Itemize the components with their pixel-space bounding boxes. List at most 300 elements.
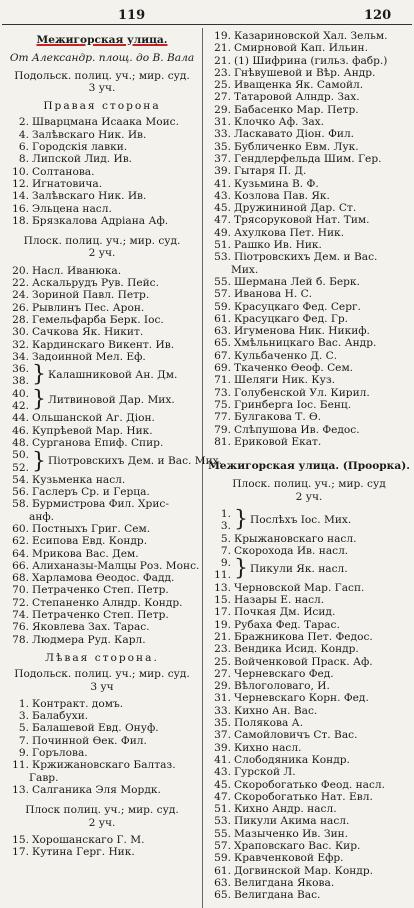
- entry-row: [206, 779, 412, 791]
- entry-list: [4, 523, 200, 646]
- entry-row: [206, 251, 412, 263]
- house-number: 72.: [12, 596, 29, 609]
- house-number: 34.: [12, 350, 29, 363]
- entry-row: [4, 141, 200, 153]
- brace-mark: }: [32, 362, 46, 388]
- house-number: 13.: [12, 783, 29, 796]
- house-number: 51.: [214, 803, 231, 816]
- entry-list: [206, 533, 412, 558]
- owner-name: Гнѣвушевой и Вѣр. Андр.: [234, 66, 376, 79]
- street-title: Межигорская улица. (Проорка).: [208, 460, 410, 473]
- owner-name: Татаровой Алндр. Зах.: [234, 91, 360, 104]
- house-number: 3.: [220, 520, 231, 533]
- entry-row: [4, 759, 200, 771]
- police-district: Подольск. полиц. уч.; мир. суд.: [14, 668, 190, 681]
- house-numbers: [206, 508, 232, 533]
- entry-row: [4, 289, 200, 301]
- owner-name: Бражникова Пет. Федос.: [234, 630, 373, 643]
- page-number-right: 120: [364, 8, 392, 23]
- entry-row: [4, 265, 200, 277]
- entry-row: [206, 729, 412, 741]
- house-number: 23.: [214, 66, 231, 79]
- house-number: 19.: [214, 30, 231, 42]
- owner-name: Залѣвскаго Ник. Ив.: [32, 128, 147, 141]
- owner-name: Гемельфарба Берк. Іос.: [32, 313, 164, 326]
- owner-name: Ивановa Н. С.: [234, 288, 313, 301]
- entry-row: [206, 67, 412, 79]
- entry-row: [4, 722, 200, 734]
- entry-row: [206, 656, 412, 668]
- entry-list: [4, 412, 200, 449]
- house-number: 4.: [18, 128, 29, 141]
- house-number: 43.: [214, 189, 231, 202]
- house-number: 78.: [12, 633, 29, 646]
- entry-row: [4, 486, 200, 498]
- entry-continuation: Мих.: [231, 263, 259, 276]
- entry-list: [4, 698, 200, 772]
- entry-row: [4, 560, 200, 572]
- house-number: 9.: [220, 557, 231, 570]
- entry-row: [4, 498, 200, 510]
- entry-row: [206, 325, 412, 337]
- house-number: 5.: [18, 722, 29, 735]
- house-number: 24.: [12, 289, 29, 302]
- entry-row: [206, 631, 412, 643]
- entry-row: [206, 803, 412, 815]
- owner-name: Хорошанскаго Г. М.: [32, 833, 145, 846]
- owner-name: Велигдана Вас.: [234, 889, 321, 902]
- owner-name: Піотровскихъ Дем. и Вас.: [234, 251, 378, 264]
- police-district-cont: 3 уч: [90, 680, 114, 693]
- house-number: 21.: [214, 42, 231, 55]
- house-number: 12.: [12, 177, 29, 190]
- entry-row: [206, 668, 412, 680]
- owner-name: Харламова Ѳеодос. Фадд.: [32, 572, 175, 585]
- owner-name: Слободяника Кондр.: [234, 753, 350, 766]
- owner-name: Людмера Руд. Карл.: [32, 633, 146, 646]
- house-number: 54.: [12, 473, 29, 486]
- house-number: 25.: [214, 79, 231, 92]
- owner-name: Эльцена насл.: [32, 202, 112, 215]
- owner-name: Вѣлоголоваго, И.: [234, 680, 330, 693]
- owner-name: Красуцкаго Фед. Серг.: [234, 300, 361, 313]
- entry-row: [4, 548, 200, 560]
- owner-name: Петраченко Степ. Петр.: [32, 584, 169, 597]
- police-district-cont: 2 уч.: [88, 247, 116, 260]
- entry-row: [4, 698, 200, 710]
- entry-row: [206, 533, 412, 545]
- owner-name: Піотровскихъ Дем. и Вас. Мих.: [48, 455, 222, 468]
- police-district-cont: 2 уч.: [88, 816, 116, 829]
- owner-name: Литвиновой Дар. Мих.: [48, 393, 175, 406]
- owner-name: Кардинскаго Викент. Ив.: [32, 338, 175, 351]
- house-number: 19.: [214, 618, 231, 631]
- house-number: 76.: [12, 621, 29, 634]
- entry-row: [206, 301, 412, 313]
- house-number: 41.: [214, 177, 231, 190]
- entry-row: [206, 865, 412, 877]
- entry-row: [206, 42, 412, 54]
- entry-row: [4, 784, 200, 796]
- house-number: 49.: [214, 226, 231, 239]
- house-number: 69.: [214, 362, 231, 375]
- entry-row: [206, 742, 412, 754]
- house-number: 11.: [214, 569, 231, 582]
- house-number: 17.: [214, 606, 231, 619]
- house-number: 10.: [12, 165, 29, 178]
- house-number: 50.: [12, 449, 29, 462]
- owner-name: Полякова А.: [234, 717, 304, 730]
- owner-name: Мазыченко Ив. Зин.: [234, 827, 349, 840]
- owner-name: Черневскаго Корн. Фед.: [234, 692, 369, 705]
- police-district: Подольск. полиц. уч.; мир. суд.: [14, 69, 190, 82]
- entry-row: [4, 277, 200, 289]
- entry-row: [206, 128, 412, 140]
- entry-row: [206, 828, 412, 840]
- entry-row: [206, 227, 412, 239]
- house-number: 40.: [12, 387, 29, 400]
- owner-name: Велигдана Якова.: [234, 876, 335, 889]
- owner-name: Брязкалова Адріана Аф.: [32, 214, 169, 227]
- house-number: 74.: [12, 609, 29, 622]
- entry-row: [206, 606, 412, 618]
- entry-row: [206, 362, 412, 374]
- house-numbers: [206, 557, 232, 582]
- house-number: 9.: [18, 747, 29, 760]
- house-number: 3.: [18, 710, 29, 723]
- house-number: 56.: [12, 486, 29, 499]
- house-number: 47.: [214, 214, 231, 227]
- entry-list: [206, 582, 412, 902]
- owner-name: Кржижановскаго Балтаз.: [32, 759, 176, 772]
- house-number: 61.: [214, 312, 231, 325]
- entry-row: [4, 215, 200, 227]
- owner-name: Салганика Эля Мордк.: [32, 783, 161, 796]
- entry-row: [4, 846, 200, 858]
- owner-name: Мрикова Вас. Дем.: [32, 547, 139, 560]
- owner-name: Залѣвскаго Ник. Ив.: [32, 190, 147, 203]
- police-district-cont: 2 уч.: [295, 490, 323, 503]
- owner-name: Вендика Исид. Кондр.: [234, 643, 359, 656]
- entry-row: [206, 399, 412, 411]
- owner-name: Скоробогатько Феод. насл.: [234, 778, 385, 791]
- house-number: 47.: [214, 790, 231, 803]
- bracketed-entry: [206, 557, 412, 582]
- house-number: 75.: [214, 398, 231, 411]
- owner-name: Гаслеръ Ср. и Герца.: [32, 486, 150, 499]
- brace-mark: }: [32, 387, 46, 413]
- brace-mark: }: [234, 556, 248, 582]
- police-district: Плоск полиц. уч.; мир. суд.: [25, 804, 179, 817]
- owner-name: Бурмистрова Фил. Хрис-: [32, 498, 169, 511]
- owner-name: Хмѣльницкаго Вас. Андр.: [234, 337, 377, 350]
- house-number: 35.: [214, 717, 231, 730]
- owner-name: Гендлерфельда Шим. Гер.: [234, 152, 382, 165]
- house-number: 25.: [214, 655, 231, 668]
- house-number: 1.: [220, 507, 231, 520]
- owner-name: Дружининой Дар. Ст.: [234, 202, 357, 215]
- house-number: 37.: [214, 152, 231, 165]
- entry-row: [4, 326, 200, 338]
- owner-name: Крыжановскаго насл.: [234, 532, 357, 545]
- owner-name: Купрѣевой Мар. Ник.: [32, 424, 153, 437]
- owner-name: Гытаря П. Д.: [234, 165, 307, 178]
- entry-row: [4, 572, 200, 584]
- bracketed-entry: [4, 448, 222, 474]
- entry-row: [206, 815, 412, 827]
- street-range: От Александр. площ. до В. Вала: [9, 52, 195, 65]
- entry-row: [4, 474, 200, 486]
- entry-row: [206, 374, 412, 386]
- owner-name: Игуменова Ник. Никиф.: [234, 325, 370, 338]
- owner-name: Скоробогатько Нат. Евл.: [234, 790, 373, 803]
- house-number: 16.: [12, 202, 29, 215]
- page-number-left: 119: [118, 8, 146, 23]
- house-number: 59.: [214, 852, 231, 865]
- owner-name: Сурганова Епиф. Спир.: [32, 436, 164, 449]
- house-number: 42.: [12, 400, 29, 413]
- entry-row: [4, 178, 200, 190]
- brace-mark: }: [234, 507, 248, 533]
- owner-name: Почкая Дм. Исид.: [234, 606, 336, 619]
- entry-row: [206, 30, 412, 42]
- house-number: 22.: [12, 277, 29, 290]
- house-number: 77.: [214, 411, 231, 424]
- owner-name: Яковлева Зах. Тарас.: [32, 621, 150, 634]
- entry-row: [4, 609, 200, 621]
- owner-name: Аскальрудъ Рув. Пейс.: [32, 277, 159, 290]
- police-district: Плоск. полиц. уч.; мир. суд.: [23, 235, 181, 248]
- entry-row: [206, 239, 412, 251]
- entry-row: [206, 754, 412, 766]
- house-number: 18.: [12, 214, 29, 227]
- owner-name: Задоинной Мел. Еф.: [32, 350, 146, 363]
- house-number: 48.: [12, 436, 29, 449]
- entry-continuation: Гавр.: [29, 771, 59, 784]
- house-number: 26.: [12, 301, 29, 314]
- owner-name: Кихно Андр. насл.: [234, 803, 337, 816]
- entry-row: [4, 412, 200, 424]
- owner-name: Петраченко Степ. Петр.: [32, 609, 169, 622]
- house-number: 8.: [18, 153, 29, 166]
- entry-row: [4, 339, 200, 351]
- owner-name: Гурской Л.: [234, 766, 296, 779]
- owner-name: Назары Е. насл.: [234, 594, 325, 607]
- house-number: 79.: [214, 423, 231, 436]
- entry-row: [206, 436, 412, 448]
- owner-name: Кихно насл.: [234, 741, 302, 754]
- house-number: 61.: [214, 864, 231, 877]
- entry-row: [206, 337, 412, 349]
- house-number: 62.: [12, 535, 29, 548]
- owner-name: Кихно Ан. Вас.: [234, 704, 318, 717]
- entry-row: [4, 129, 200, 141]
- owner-name: Догвинской Мар. Кондр.: [234, 864, 373, 877]
- owner-name: Ткаченко Ѳеоф. Сем.: [234, 362, 354, 375]
- entry-row: [4, 523, 200, 535]
- entry-row: [4, 584, 200, 596]
- house-number: 28.: [12, 313, 29, 326]
- owner-name: Казариновской Хал. Зельм.: [234, 30, 388, 42]
- entry-row: [206, 116, 412, 128]
- house-number: 29.: [214, 103, 231, 116]
- owner-name: Калашниковой Ан. Дм.: [48, 369, 178, 382]
- owner-name: Кузьмина В. Ф.: [234, 177, 319, 190]
- owner-name: Иващенка Як. Самойл.: [234, 79, 364, 92]
- entry-row: [206, 692, 412, 704]
- entry-row: [206, 594, 412, 606]
- entry-list: [206, 276, 412, 448]
- entry-row: [4, 437, 200, 449]
- entry-row: [4, 634, 200, 646]
- bracketed-entry: [4, 363, 200, 388]
- entry-row: [4, 834, 200, 846]
- house-number: 17.: [12, 846, 29, 859]
- police-district: Плоск. полиц. уч.; мир. суд: [232, 478, 386, 491]
- entry-row: [4, 710, 200, 722]
- owner-name: Булгакова Т. Ѳ.: [234, 411, 322, 424]
- house-number: 52.: [12, 461, 29, 474]
- house-number: 23.: [214, 643, 231, 656]
- owner-name: Черневскаго Фед.: [234, 667, 334, 680]
- owner-name: Балабухи.: [32, 710, 89, 723]
- house-number: 63.: [214, 325, 231, 338]
- entry-row: [206, 178, 412, 190]
- house-number: 15.: [12, 833, 29, 846]
- house-number: 38.: [12, 375, 29, 388]
- house-number: 32.: [12, 338, 29, 351]
- entry-list: [4, 116, 200, 227]
- owner-name: Кузьменка насл.: [32, 473, 126, 486]
- house-number: 67.: [214, 349, 231, 362]
- owner-name: Самойловичъ Ст. Вас.: [234, 729, 358, 742]
- house-number: 2.: [18, 116, 29, 129]
- entry-row: [206, 288, 412, 300]
- owner-name: Игнатовича.: [32, 177, 103, 190]
- owner-name: Кутина Герг. Ник.: [32, 846, 135, 859]
- owner-name: Бубличенко Евм. Лук.: [234, 140, 359, 153]
- owner-name: Городскія лавки.: [32, 141, 128, 154]
- owner-name: Пикули Як. насл.: [250, 563, 348, 576]
- entry-row: [206, 276, 412, 288]
- house-number: 63.: [214, 876, 231, 889]
- owner-name: Шеляги Ник. Куз.: [234, 374, 335, 387]
- house-number: 31.: [214, 116, 231, 129]
- entry-row: [206, 104, 412, 116]
- house-number: 55.: [214, 275, 231, 288]
- house-number: 70.: [12, 584, 29, 597]
- entry-row: [206, 840, 412, 852]
- house-number: 68.: [12, 572, 29, 585]
- entry-row: [206, 190, 412, 202]
- house-number: 81.: [214, 435, 231, 448]
- entry-row: [206, 214, 412, 226]
- entry-row: [206, 350, 412, 362]
- house-number: 59.: [214, 300, 231, 313]
- house-number: 31.: [214, 692, 231, 705]
- owner-name: Кульбаченко Д. С.: [234, 349, 338, 362]
- house-number: 57.: [214, 840, 231, 852]
- owner-name: Голубенской Ул. Кирил.: [234, 386, 370, 399]
- house-number: 21.: [214, 54, 231, 67]
- column-divider: [202, 28, 203, 908]
- owner-name: Степаненко Алндр. Кондр.: [32, 596, 183, 609]
- house-number: 36.: [12, 363, 29, 376]
- house-number: 7.: [18, 734, 29, 747]
- house-number: 60.: [12, 522, 29, 535]
- entry-row: [206, 55, 412, 67]
- header-rule: [2, 24, 412, 25]
- entry-row: [4, 203, 200, 215]
- owner-name: Клочко Аф. Зах.: [234, 116, 324, 129]
- bracketed-entry: [206, 508, 412, 533]
- owner-name: Ольшанской Аг. Діон.: [32, 412, 155, 425]
- owner-name: Липской Лид. Ив.: [32, 153, 133, 166]
- house-number: 1.: [18, 697, 29, 710]
- house-number: 44.: [12, 412, 29, 425]
- house-number: 39.: [214, 165, 231, 178]
- entry-row: [206, 313, 412, 325]
- entry-list: [4, 784, 200, 796]
- house-number: 53.: [214, 815, 231, 828]
- house-number: 20.: [12, 264, 29, 277]
- entry-row: [4, 425, 200, 437]
- entry-row: [206, 387, 412, 399]
- owner-name: Шермана Лей б. Берк.: [234, 275, 360, 288]
- house-number: 35.: [214, 140, 231, 153]
- owner-name: Рубаха Фед. Тарас.: [234, 618, 340, 631]
- owner-name: Починной Ѳек. Фил.: [32, 734, 147, 747]
- entry-list: [4, 474, 200, 511]
- house-number: 29.: [214, 680, 231, 693]
- entry-row: [206, 545, 412, 557]
- entry-list: [4, 834, 200, 859]
- house-number: 37.: [214, 729, 231, 742]
- entry-row: [4, 747, 200, 759]
- entry-row: [206, 91, 412, 103]
- owner-name: Бабасенко Мар. Петр.: [234, 103, 359, 116]
- entry-row: [4, 314, 200, 326]
- house-number: 41.: [214, 753, 231, 766]
- entry-continuation: анф.: [29, 510, 55, 523]
- owner-name: Храповскаго Вас. Кир.: [234, 840, 361, 852]
- entry-row: [206, 705, 412, 717]
- right-column: [206, 30, 412, 901]
- house-number: 21.: [214, 630, 231, 643]
- house-number: 6.: [18, 141, 29, 154]
- house-number: 45.: [214, 778, 231, 791]
- house-number: 13.: [214, 581, 231, 594]
- house-number: 27.: [214, 667, 231, 680]
- street-title: Межигорская улица.: [36, 34, 168, 46]
- entry-row: [206, 852, 412, 864]
- house-number: 7.: [220, 544, 231, 557]
- house-number: 33.: [214, 128, 231, 141]
- house-number: 51.: [214, 239, 231, 252]
- entry-row: [4, 153, 200, 165]
- owner-name: Алиханазы-Малцы Роз. Монс.: [32, 559, 200, 572]
- house-number: 30.: [12, 326, 29, 339]
- entry-row: [206, 619, 412, 631]
- entry-row: [206, 877, 412, 889]
- house-number: 46.: [12, 424, 29, 437]
- entry-row: [206, 141, 412, 153]
- entry-row: [206, 680, 412, 692]
- house-number: 14.: [12, 190, 29, 203]
- owner-name: Сачкова Як. Никит.: [32, 326, 144, 339]
- entry-row: [4, 116, 200, 128]
- house-number: 39.: [214, 741, 231, 754]
